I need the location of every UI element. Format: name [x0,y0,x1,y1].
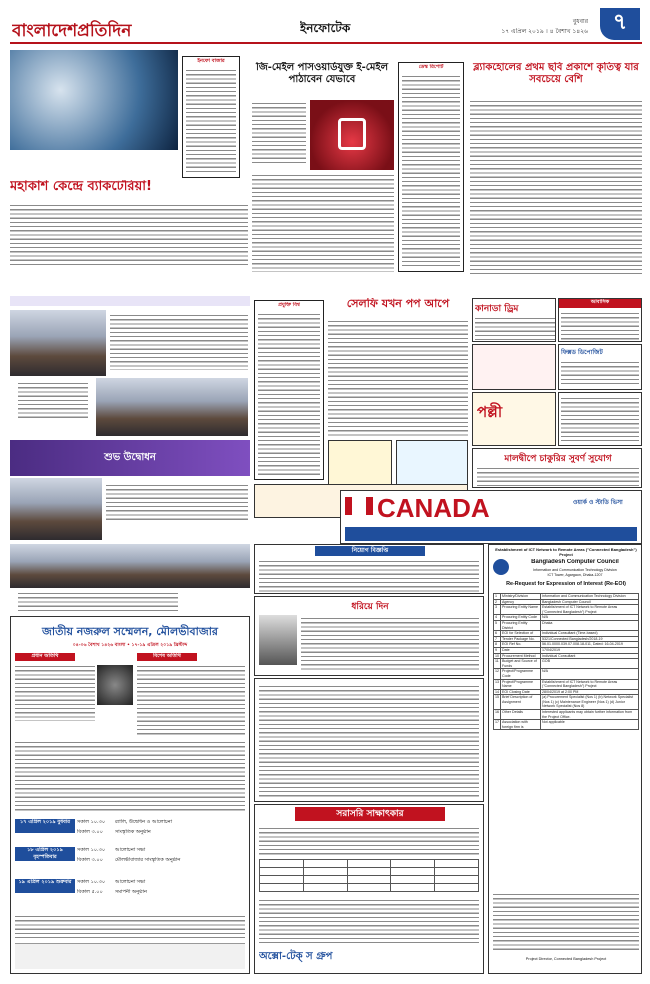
bcc-row-number: 10 [495,653,499,658]
bcc-row-number: 1 [494,594,501,600]
schedule-event-3: আলোচনা সভা [115,847,146,853]
bcc-header: Establishment of ICT Network to Remote Areas ("Connected Bangladesh") Project [495,547,637,557]
schedule-event-4: মৌলভীবাজার সাংস্কৃতিক অনুষ্ঠান [115,857,181,863]
abashik-ad [558,298,642,342]
nazrul-date: ০৪-০৬ বৈশাখ ১৪২৬ বাংলা • ১৭-১৯ এপ্রিল ২০১৯ খ্রিস্টাব্দ [72,643,188,648]
bcc-table-row [494,620,639,630]
canada-subline: ওয়ার্ক ও স্টাডি ভিসা [573,499,623,506]
bcc-row-value: Individual Consultant (Time-based) [541,631,639,637]
bcc-row-label: Agency [501,599,541,605]
nazrul-special-guest: বিশেষ অতিথি [137,653,197,661]
bcc-row-number: 15 [494,695,501,710]
palli-ad [472,392,556,446]
bacteria-text [10,202,248,268]
nazrul-body [15,739,245,813]
bcc-row-number: 12 [494,669,501,679]
nazrul-guest-list-1 [15,663,95,721]
bcc-title: Re-Request for Expression of Interest (Re-EOI) [506,581,626,587]
bcc-table-row [494,594,639,600]
bcc-row-value: Establishment of ICT Network to Remote Areas ("Connected Bangladesh") Project [541,605,639,615]
recruitment-label: নিয়োগ বিজ্ঞপ্তি [315,546,425,556]
event-caption-4 [18,590,178,612]
abashik-text [561,310,639,340]
recruitment-text [259,558,479,592]
bcc-table-row [494,695,639,710]
page-number: ৭ [600,8,640,40]
bcc-table-row [494,605,639,615]
bcc-row-label: Project/Programme Name [501,679,541,689]
schedule-time-2: বিকাল ৩.০০ [77,829,103,835]
abashik-label: আবাসিক [559,299,641,308]
bcc-row-number: 14 [495,689,499,694]
event-photo-2 [96,378,248,436]
bcc-row-value: Dhaka [541,620,639,630]
bcc-row-number: 16 [494,710,501,720]
ribbon-strip [10,296,250,306]
blackhole-sidebar [398,62,464,272]
bcc-row-value: (a) Procurement Specialist (Nos 1) (b) Network Specialist (Nos 1) (c) Maintenance Engineer (Nos 1) (d) Junior Network Specialist (Nos 8) [541,695,639,710]
small-ad-2 [396,440,468,486]
day-2-label: ১৮ এপ্রিল ২০১৯ বৃহস্পতিবার [15,847,75,861]
fixed-deposit-text [561,359,639,387]
bcc-row-number: 17 [494,720,501,730]
bcc-row-value: GOB [541,659,639,669]
bcc-row-number: 11 [494,659,501,669]
small-ad-1 [328,440,392,486]
bacteria-headline: মহাকাশ কেন্দ্রে ব্যাকটেরিয়া! [10,180,152,194]
bcc-table-row [494,679,639,689]
schedule-time-4: বিকাল ৩.০০ [77,857,103,863]
schedule-time-3: সকাল ১০.৩০ [77,847,106,853]
space-station-photo [10,50,178,150]
nazrul-title: জাতীয় নজরুল সম্মেলন, মৌলভীবাজার [42,625,218,638]
issue-date: ১৭ এপ্রিল ২০১৯ । ৪ বৈশাখ ১৪২৬ [501,28,588,35]
school-notice [254,678,484,802]
tech-world-label: প্রযুক্তি বিশ্ব [278,302,300,308]
bcc-row-value: N/A [541,615,639,621]
wanted-text [301,615,479,671]
bcc-row-label: Procurement Method [501,653,541,659]
bcc-address: ICT Tower, Agargaon, Dhaka-1207 [547,573,603,577]
bcc-row-label: Budget and Source of Funds [501,659,541,669]
schedule-time-1: সকাল ১০.৩০ [77,819,106,825]
blackhole-text [470,98,642,274]
masthead [10,6,642,44]
bcc-table-row [494,669,639,679]
schedule-event-5: আলোচনা সভা [115,879,146,885]
nazrul-conference-ad [10,616,250,974]
shubho-label: শুভ উদ্বোধন [104,452,156,463]
selfie-text [328,318,468,438]
interview-headline: সরাসরি সাক্ষাৎকার [295,807,445,821]
inauguration-banner [10,440,250,476]
interview-text [259,825,479,855]
event-caption-1 [110,312,248,370]
interview-terms [259,897,479,943]
event-photo-4 [10,544,250,588]
bcc-row-value: 28/04/2019 at 2:00 PM [541,689,639,695]
event-caption-2 [18,380,88,418]
bcc-eoi-notice [488,544,642,974]
schedule-time-6: বিকাল ৫.০০ [77,889,103,895]
bcc-row-label: Procuring Entity Code [501,615,541,621]
bcc-row-label: Ministry/Division [501,594,541,600]
bcc-row-number: 5 [494,620,501,630]
event-photo-3 [10,478,102,540]
bcc-row-value: 56.01.0000.039.07.008.18-011, Dated: 16-04-2019 [541,642,639,648]
bcc-table-row [494,642,639,648]
bcc-row-value: Information and Communication Technology Division [541,594,639,600]
bcc-row-number: 6 [494,631,501,637]
bcc-row-number: 13 [494,679,501,689]
wanted-headline: ধরিয়ে দিন [351,602,389,611]
bcc-row-value: Not applicable [541,720,639,730]
wanted-portrait [259,615,297,665]
event-photo-1 [10,310,106,376]
event-caption-3 [106,482,248,522]
nazrul-footer-logos [15,943,245,969]
bcc-row-label: Association with foreign firm is [501,720,541,730]
bcc-row-value: 5321/Connected Bangladesh/2018-19 [541,636,639,642]
bcc-row-label: Project/Programme Code [501,669,541,679]
bcc-row-value: Interested applicants may obtain further information from the Project Office. [541,710,639,720]
bcc-procuring-details [493,891,639,953]
day-1-label: ১৭ এপ্রিল ২০১৯ বুধবার [15,819,75,833]
bcc-row-label: EOI Closing Date [501,689,541,695]
bcc-row-label: EOI Ref No. [501,642,541,648]
day-3-label: ১৯ এপ্রিল ২০১৯ শুক্রবার [15,879,75,893]
bcc-table [493,593,639,730]
bcc-table-row [494,720,639,730]
nazrul-guest-list-2 [137,663,245,735]
palli-label: পল্লী [477,403,503,421]
bcc-row-label: Brief Description of Assignment [501,695,541,710]
gmail-headline: জি-মেইল পাসওয়ার্ডযুক্ত ই-মেইল পাঠাবেন যেভাবে [255,62,389,85]
blackhole-sidebar-text [402,73,460,269]
canada-visa-ad [340,490,642,544]
blackhole-sidebar-label: ডেস্ক রিপোর্ট [418,64,444,70]
bcc-row-number: 3 [494,605,501,615]
bcc-row-label: EOI for Selection of [501,631,541,637]
nazrul-chief-guest: প্রধান অতিথি [15,653,75,661]
bcc-table-row [494,659,639,669]
schedule-event-2: সাংস্কৃতিক অনুষ্ঠান [115,829,151,835]
bcc-name: Bangladesh Computer Council [531,559,619,565]
info-bazar-box [182,56,240,178]
bcc-logo-icon [493,559,509,575]
maldives-headline: মালদ্বীপে চাকুরির সুবর্ণ সুযোগ [504,454,612,463]
schedule-event-1: র‍্যালি, উদ্বোধন ও আলোচনা [115,819,173,825]
bcc-row-value: N/A [541,669,639,679]
bcc-row-number: 7 [494,636,501,642]
schedule-event-6: সমাপনী অনুষ্ঠান [115,889,147,895]
info-bazar-text [186,67,236,175]
section-title: ইনফোটেক [300,21,351,35]
bcc-row-number: 2 [494,599,501,605]
school-notice-text [259,683,479,799]
newspaper-logo: বাংলাদেশপ্রতিদিন [12,21,132,40]
fixed-deposit-label: ফিক্সড ডিপোজিট [561,349,603,356]
kanada-label: কানাডা ড্রিম [475,304,519,313]
interview-table [259,859,479,892]
nazrul-footer-text [15,913,245,939]
bcc-row-value: 17/04/2019 [541,647,639,653]
maldives-text [477,465,639,487]
bcc-table-row [494,710,639,720]
bcc-row-number: 9 [494,647,501,653]
bcc-row-label: Other Details [501,710,541,720]
gmail-text-2 [252,172,394,272]
bcc-division: Information and Communication Technology Division [533,568,617,572]
selfie-headline: সেলফি যখন পপ আপে [346,298,450,310]
interview-company: অক্সো-টেক্ স গ্রুপ [259,951,333,962]
info-bazar-label: ইনফো বাজার [197,58,225,64]
canada-flag-icon [345,497,373,515]
canada-phone-bar [345,527,637,541]
bcc-row-value: Individual Consultant [541,653,639,659]
bcc-row-label: Tender Package No. [501,636,541,642]
wanted-notice [254,596,484,676]
fixed-deposit-ad [558,344,642,390]
classified-stack [558,392,642,446]
recruitment-notice [254,544,484,594]
tech-world-text [258,311,320,477]
visa-ad [472,344,556,390]
kanada-dream-ad [472,298,556,342]
weekday: বুধবার [572,18,588,25]
nazrul-portrait [97,665,133,705]
tech-world-box [254,300,324,480]
bcc-row-number: 4 [494,615,501,621]
bcc-row-value: Bangladesh Computer Council [541,599,639,605]
bcc-row-number: 8 [494,642,501,648]
bcc-row-label: Procuring Entity District [501,620,541,630]
schedule-time-5: সকাল ১০.৩০ [77,879,106,885]
bcc-row-value: Establishment of ICT Network to Remote Areas ("Connected Bangladesh") Project [541,679,639,689]
classified-text [561,395,639,443]
padlock-illustration [310,100,394,170]
canada-headline: CANADA [377,493,490,523]
interview-ad [254,804,484,974]
lock-icon [338,118,366,150]
bcc-row-label: Date [501,647,541,653]
blackhole-headline: ব্ল্যাকহোলের প্রথম ছবি প্রকাশে কৃতিত্ব যার সবচেয়ে বেশি [473,62,639,85]
gmail-text-1 [252,100,306,166]
maldives-jobs-ad [472,448,642,488]
bcc-row-label: Procuring Entity Name [501,605,541,615]
bcc-footer: Project Director, Connected Bangladesh Project [525,957,607,961]
kanada-text [475,315,555,341]
